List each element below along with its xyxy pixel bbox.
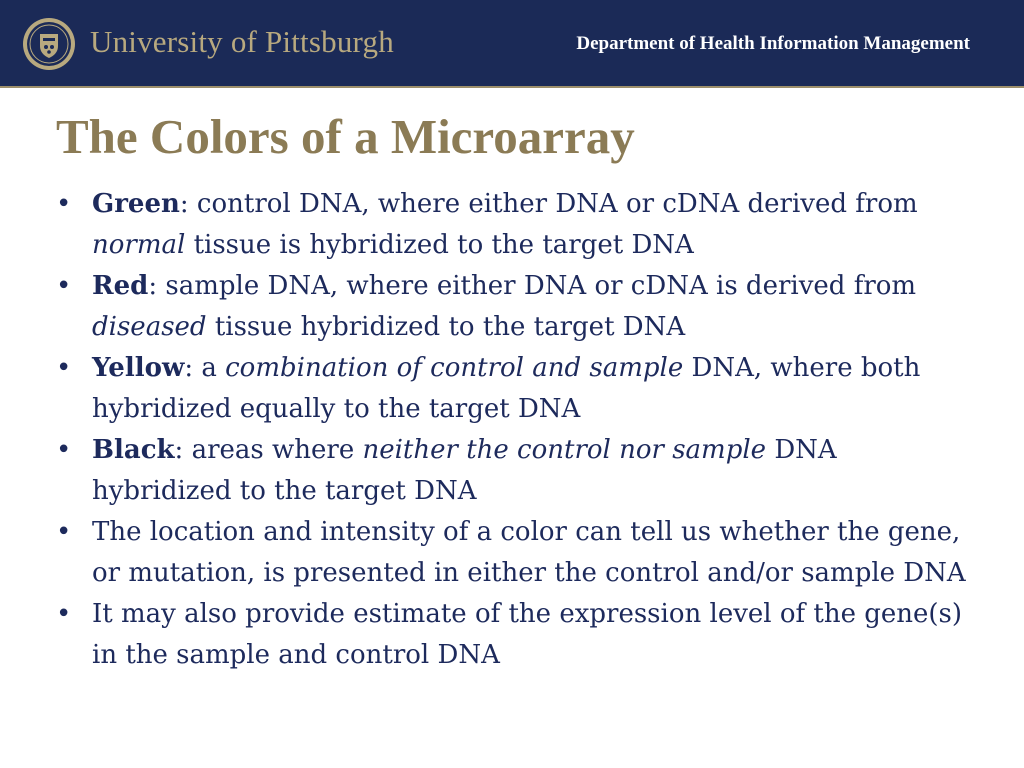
bullet-separator: : [184,353,202,383]
bullet-emphasis: neither the control nor sample [362,435,767,465]
bullet-list [52,184,982,676]
bullet-separator: : [148,271,166,301]
bullet-emphasis: diseased [92,312,207,342]
bullet-item-yellow [52,348,982,430]
bullet-text: It may also provide estimate of the expression level of the gene(s) in the sample and control DNA [92,599,963,670]
bullet-separator: : [179,189,197,219]
bullet-item-red [52,266,982,348]
slide-title: The Colors of a Microarray [56,109,635,164]
bullet-emphasis: normal [92,230,186,260]
bullet-emphasis: combination of control and sample [225,353,684,383]
bullet-item-black [52,430,982,512]
bullet-term: Yellow [92,353,185,383]
bullet-text: control DNA, where either DNA or cDNA derived from [196,189,918,219]
bullet-term: Red [92,271,149,301]
bullet-text: tissue hybridized to the target DNA [206,312,686,342]
bullet-term: Black [92,435,175,465]
bullet-separator: : [174,435,192,465]
bullet-item-expression [52,594,982,676]
bullet-text: a [201,353,226,383]
bullet-item-green [52,184,982,266]
department-name: Department of Health Information Management [576,33,970,54]
bullet-text: DNA hybridized to the target DNA [92,435,837,506]
bullet-text: The location and intensity of a color can tell us whether the gene, or mutation, is presented in either the control and/or sample DNA [92,517,966,588]
bullet-text: areas where [191,435,363,465]
bullet-text: sample DNA, where either DNA or cDNA is derived from [165,271,917,301]
bullet-term: Green [92,189,180,219]
bullet-item-location [52,512,982,594]
bullet-text: tissue is hybridized to the target DNA [185,230,694,260]
university-wordmark: University of Pittsburgh [90,24,394,59]
bullet-text: DNA, where both hybridized equally to the target DNA [92,353,921,424]
university-seal-icon [22,17,76,71]
header-bar [0,0,1024,88]
